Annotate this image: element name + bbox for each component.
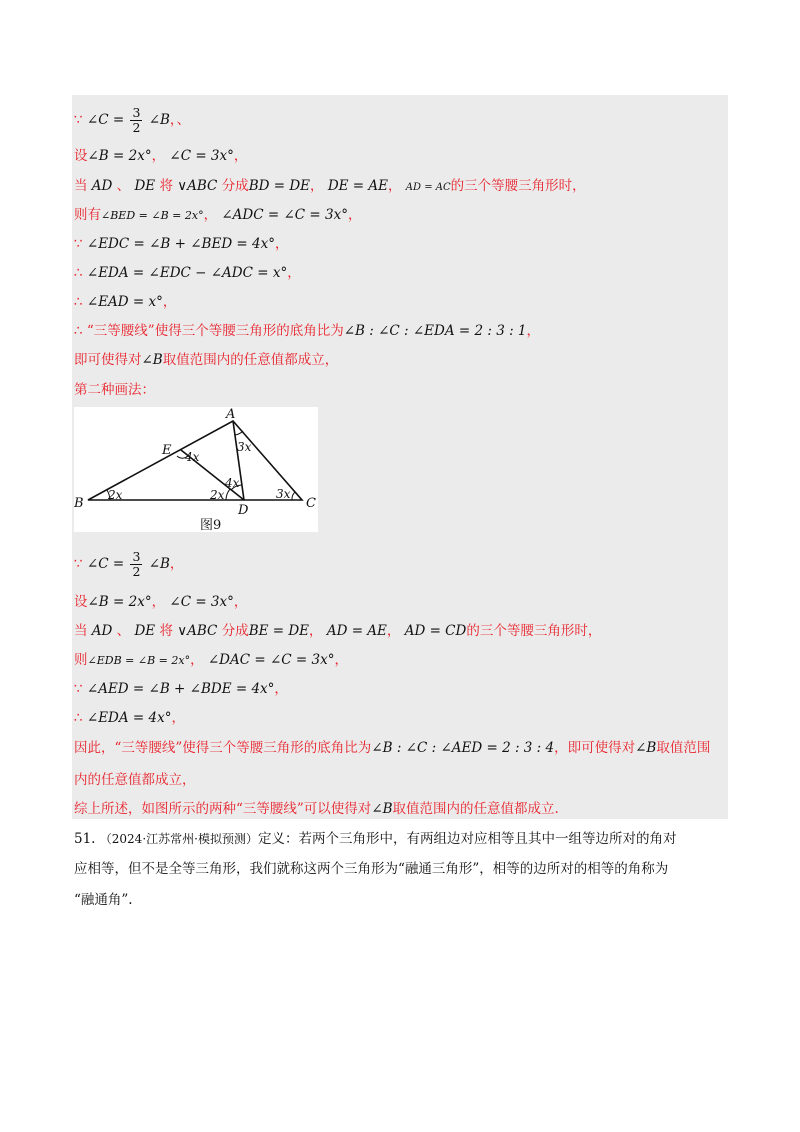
- solution-line-17: [74, 738, 710, 758]
- question-source: （2024·江苏常州·模拟预测）: [99, 832, 258, 846]
- question-text: 定义：若两个三角形中，有两组边对应相等且其中一组等边所对的角对: [257, 831, 677, 847]
- text: ，: [171, 710, 185, 726]
- text: ，: [386, 623, 401, 639]
- math-expr: BE = DE: [248, 623, 310, 639]
- text: 设: [74, 148, 88, 164]
- text: ，: [233, 594, 248, 610]
- text: 的三个等腰三角形时，: [450, 178, 586, 194]
- math-expr: ∨ABC: [177, 623, 218, 639]
- therefore-symbol: ∴: [74, 265, 83, 281]
- text: ，: [275, 236, 289, 252]
- math-expr: ∠EAD = x°: [86, 294, 163, 310]
- triangle-diagram: [74, 407, 318, 532]
- math-expr: ∠EDB = ∠B = 2x°: [87, 654, 191, 667]
- text: ，、: [169, 112, 191, 128]
- text: 取值范围: [656, 740, 711, 756]
- point-label-d: D: [238, 503, 249, 518]
- math-expr: ∠C =: [86, 112, 125, 128]
- angle-arc-d1: [226, 489, 230, 500]
- fraction-numerator: 3: [132, 105, 141, 120]
- fraction: [130, 106, 142, 135]
- text: ，: [526, 323, 541, 339]
- text: 、: [116, 623, 131, 639]
- text: 的三个等腰三角形时，: [466, 623, 602, 639]
- math-expr: ∠C = 3x°: [169, 594, 234, 610]
- text: 设: [74, 594, 88, 610]
- math-expr: DE: [134, 178, 156, 194]
- math-expr: ∠B : ∠C : ∠EDA = 2 : 3 : 1: [343, 323, 527, 339]
- math-expr: AD = AC: [405, 182, 451, 193]
- text: ，: [274, 681, 288, 697]
- text: 、: [116, 178, 131, 194]
- text: ，: [169, 556, 184, 572]
- angle-label-c: 3x: [276, 487, 291, 501]
- math-expr: ∠B: [141, 352, 163, 368]
- solution-line-7: [74, 292, 176, 312]
- text: 则有: [74, 207, 101, 223]
- math-expr: AD = AE: [326, 623, 387, 639]
- solution-line-5: [74, 234, 289, 254]
- question-line-3: [74, 890, 133, 910]
- text: ，: [388, 178, 402, 194]
- math-expr: ∨ABC: [177, 178, 218, 194]
- point-label-b: B: [74, 496, 84, 511]
- solution-line-11: [74, 550, 183, 579]
- math-expr: ∠B : ∠C : ∠AED = 2 : 3 : 4: [371, 740, 555, 756]
- math-expr: ∠B = 2x°: [87, 594, 152, 610]
- text: ，: [203, 207, 218, 223]
- text: 分成: [221, 178, 249, 194]
- fraction-numerator: 3: [132, 549, 141, 564]
- therefore-symbol: ∴: [74, 710, 83, 726]
- figure-caption: 图9: [200, 518, 222, 532]
- solution-line-18: [74, 770, 196, 790]
- text: 则: [74, 652, 88, 668]
- math-expr: ∠C = 3x°: [169, 148, 234, 164]
- text: 当: [74, 623, 88, 639]
- text: ，: [162, 294, 177, 310]
- math-expr: ∠DAC = ∠C = 3x°: [207, 652, 335, 668]
- solution-line-19: [74, 799, 559, 819]
- question-number: 51.: [74, 831, 96, 847]
- angle-label-b: 2x: [108, 488, 123, 502]
- angle-label-e: 4x: [185, 450, 200, 464]
- math-expr: ∠B: [635, 740, 657, 756]
- solution-line-15: [74, 679, 288, 699]
- math-expr: ∠B: [371, 801, 393, 817]
- math-expr: ∠EDC = ∠B + ∠BED = 4x°: [86, 236, 275, 252]
- question-line-2: [74, 859, 668, 879]
- text: ，: [309, 623, 323, 639]
- text: 因此，“三等腰线”使得三个等腰三角形的底角比为: [74, 740, 372, 756]
- math-expr: DE: [134, 623, 156, 639]
- angle-arc-c: [292, 492, 295, 500]
- triangle-figure: [74, 407, 318, 532]
- solution-line-4: [74, 205, 361, 226]
- math-expr: ∠AED = ∠B + ∠BDE = 4x°: [86, 681, 275, 697]
- solution-line-8: [74, 321, 540, 341]
- math-expr: AD: [91, 178, 113, 194]
- point-label-c: C: [306, 496, 316, 511]
- math-expr: ∠BED = ∠B = 2x°: [101, 209, 204, 222]
- text: 取值范围内的任意值都成立，: [162, 352, 339, 368]
- solution-line-12: [74, 592, 247, 612]
- math-expr: ∠B: [148, 556, 170, 572]
- math-expr: ∠B = 2x°: [87, 148, 152, 164]
- text: 内的任意值都成立，: [74, 772, 196, 788]
- math-expr: ∠C =: [86, 556, 125, 572]
- math-expr: BD = DE: [248, 178, 311, 194]
- text: 取值范围内的任意值都成立.: [392, 801, 559, 817]
- angle-label-d2: 4x: [225, 476, 240, 490]
- fraction: [130, 550, 142, 579]
- therefore-symbol: ∴: [74, 323, 83, 339]
- math-expr: ∠EDA = ∠EDC − ∠ADC = x°: [86, 265, 288, 281]
- because-symbol: ∵: [74, 681, 83, 697]
- text: 综上所述，如图所示的两种“三等腰线”可以使得对: [74, 801, 372, 817]
- angle-arc-a: [235, 431, 243, 435]
- point-label-e: E: [162, 443, 172, 458]
- text: ，即可使得对: [554, 740, 636, 756]
- math-expr: ∠ADC = ∠C = 3x°: [221, 207, 348, 223]
- question-line-1: [74, 829, 676, 849]
- because-symbol: ∵: [74, 556, 83, 572]
- text: ，: [233, 148, 248, 164]
- solution-line-14: [74, 650, 348, 671]
- solution-line-3: [74, 176, 586, 198]
- math-expr: AD: [91, 623, 113, 639]
- text: ，: [151, 148, 166, 164]
- text: ，: [310, 178, 324, 194]
- question-text: 应相等，但不是全等三角形，我们就称这两个三角形为“融通三角形”，相等的边所对的相等的角称为: [74, 861, 669, 877]
- point-label-a: A: [226, 407, 236, 422]
- solution-line-13: [74, 621, 601, 641]
- math-expr: DE = AE: [327, 178, 388, 194]
- math-expr: AD = CD: [404, 623, 467, 639]
- section-heading: 第二种画法：: [74, 382, 155, 398]
- solution-line-1: [74, 106, 190, 135]
- math-expr: ∠B: [148, 112, 170, 128]
- text: ，: [151, 594, 166, 610]
- fraction-denominator: 2: [132, 120, 141, 135]
- therefore-symbol: ∴: [74, 294, 83, 310]
- text: ，: [190, 652, 204, 668]
- because-symbol: ∵: [74, 112, 83, 128]
- text: 即可使得对: [74, 352, 142, 368]
- solution-line-16: [74, 708, 185, 728]
- solution-line-2: [74, 146, 247, 166]
- text: ，: [287, 265, 301, 281]
- solution-line-10: [74, 380, 155, 400]
- because-symbol: ∵: [74, 236, 83, 252]
- text: ，: [334, 652, 348, 668]
- text: 将: [159, 623, 173, 639]
- angle-label-a: 3x: [237, 440, 252, 454]
- fraction-denominator: 2: [132, 564, 141, 579]
- text: “三等腰线”使得三个等腰三角形的底角比为: [86, 323, 344, 339]
- math-expr: ∠EDA = 4x°: [86, 710, 172, 726]
- solution-line-6: [74, 263, 301, 283]
- text: 当: [74, 178, 88, 194]
- text: ，: [347, 207, 362, 223]
- question-text: “融通角”.: [74, 892, 133, 908]
- text: 分成: [221, 623, 249, 639]
- text: 将: [159, 178, 173, 194]
- solution-line-9: [74, 350, 338, 370]
- angle-label-d1: 2x: [210, 488, 225, 502]
